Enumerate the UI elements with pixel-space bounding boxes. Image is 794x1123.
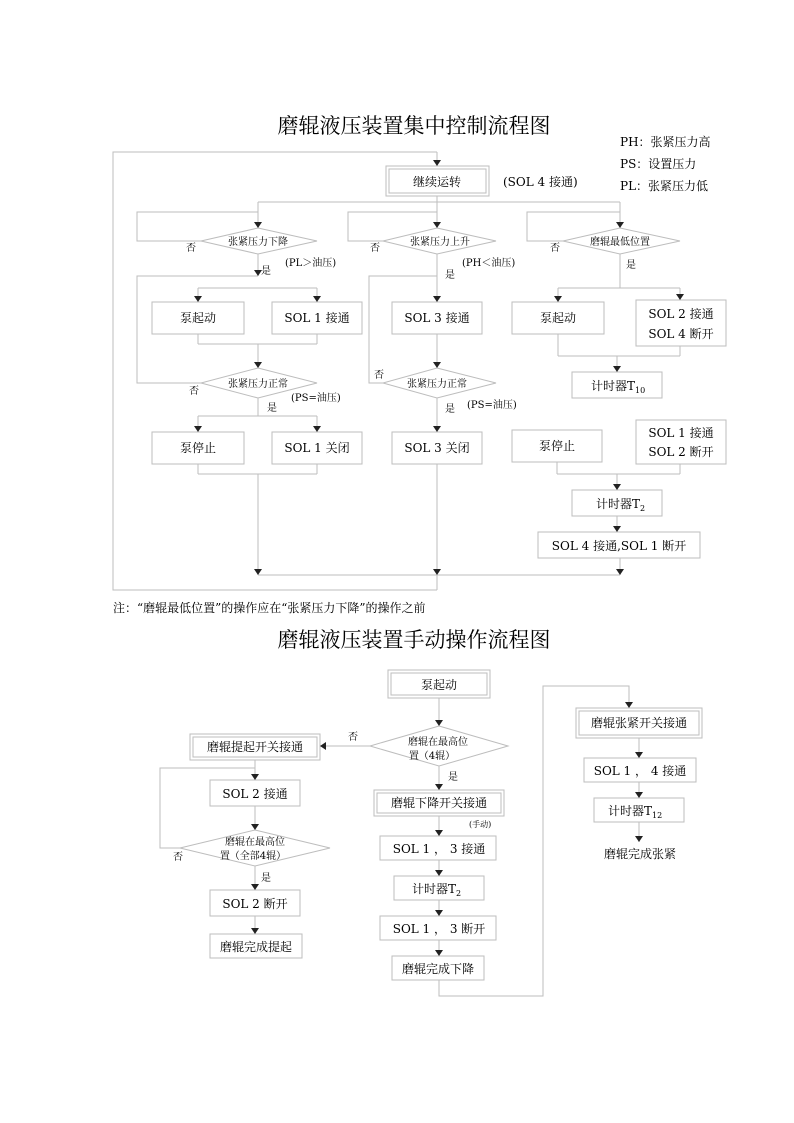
- condition-label: (PH＜油压): [462, 258, 516, 269]
- sol3-close-label: SOL 3 关闭: [404, 441, 470, 455]
- decision-line2: 置（全部4辊）: [219, 851, 287, 862]
- branch-a: [137, 212, 362, 575]
- yes-label: 是: [448, 772, 458, 783]
- yes-label: 是: [261, 266, 271, 277]
- pump-start-box: [388, 670, 490, 698]
- timer-t2-label: 计时器$T_2$: [412, 882, 462, 898]
- sol2-on-label: SOL 2 接通: [648, 307, 714, 321]
- tension-switch-label: 磨辊张紧开关接通: [590, 716, 688, 730]
- yes-label: 是: [261, 873, 271, 884]
- sol13-off-label: SOL 1 ， 3 断开: [392, 922, 486, 936]
- timer-t2-label: 计时器$T_2$: [596, 497, 646, 513]
- pump-start-label: 泵起动: [420, 678, 458, 692]
- no-label: 否: [374, 370, 384, 381]
- footnote: 注：“磨辊最低位置”的操作应在“张紧压力下降”的操作之前: [113, 601, 426, 615]
- sol1-on-label: SOL 1 接通: [648, 426, 714, 440]
- legend-ph: PH：张紧压力高: [620, 135, 711, 149]
- no-label: 否: [186, 243, 196, 254]
- pump-start-label: 泵起动: [179, 311, 217, 325]
- lower-done-label: 磨辊完成下降: [401, 962, 475, 976]
- yes-label: 是: [445, 404, 455, 415]
- sol4-off-label: SOL 4 断开: [648, 327, 714, 341]
- no-label: 否: [173, 852, 183, 863]
- sol2-off-label: SOL 2 断开: [648, 445, 714, 459]
- left-column: [160, 734, 370, 958]
- decision-line1: 磨辊在最高位: [225, 837, 285, 848]
- pump-stop-label: 泵停止: [538, 439, 576, 453]
- legend-pl: PL：张紧压力低: [620, 179, 709, 193]
- sol2-off-label: SOL 2 断开: [222, 897, 288, 911]
- legend: [620, 134, 711, 193]
- sol1-on-label: SOL 1 接通: [284, 311, 350, 325]
- condition-label: (PS=油压): [291, 393, 341, 404]
- decision-lowest-position-label: 磨辊最低位置: [590, 237, 650, 248]
- decision-pressure-rise-label: 张紧压力上升: [410, 237, 470, 248]
- condition-label: (PS=油压): [467, 400, 517, 411]
- raise-done-label: 磨辊完成提起: [219, 940, 293, 954]
- lower-switch-label: 磨辊下降开关接通: [390, 796, 488, 810]
- no-label: 否: [370, 243, 380, 254]
- timer-t12-label: 计时器$T_{12}$: [608, 804, 663, 820]
- continue-running-box: [386, 166, 489, 196]
- no-label: 否: [550, 243, 560, 254]
- yes-label: 是: [267, 403, 277, 414]
- no-label: 否: [348, 732, 358, 743]
- pump-start-label: 泵起动: [539, 311, 577, 325]
- yes-label: 是: [445, 270, 455, 281]
- continue-running-label: 继续运转: [412, 175, 462, 189]
- manual-note: (手动): [469, 820, 492, 829]
- tension-done-label: 磨辊完成张紧: [603, 847, 677, 861]
- legend-ps: PS：设置压力: [620, 157, 697, 171]
- sol14-on-label: SOL 1 ， 4 接通: [593, 764, 687, 778]
- decision-line1: 磨辊在最高位: [408, 737, 468, 748]
- no-label: 否: [189, 386, 199, 397]
- decision-pressure-normal-label: 张紧压力正常: [407, 379, 467, 390]
- sol3-on-label: SOL 3 接通: [404, 311, 470, 325]
- sol4-on-note: (SOL 4 接通): [503, 175, 578, 189]
- sol2-on-label: SOL 2 接通: [222, 787, 288, 801]
- sol1-close-label: SOL 1 关闭: [284, 441, 350, 455]
- diagram2-title: 磨辊液压装置手动操作流程图: [277, 628, 551, 652]
- branch-b: [348, 212, 517, 575]
- pump-stop-label: 泵停止: [179, 441, 217, 455]
- timer-t10-label: 计时器$T_{10}$: [591, 379, 646, 395]
- sol13-on-label: SOL 1 ， 3 接通: [392, 842, 486, 856]
- loop-lines: [113, 152, 620, 590]
- condition-label: (PL＞油压): [285, 258, 337, 269]
- diagram1-title: 磨辊液压装置集中控制流程图: [277, 114, 551, 138]
- sol4-on-sol1-off-label: SOL 4 接通,SOL 1 断开: [551, 539, 687, 553]
- raise-switch-label: 磨辊提起开关接通: [206, 740, 304, 754]
- decision-pressure-drop-label: 张紧压力下降: [228, 237, 288, 248]
- branch-c: [512, 212, 726, 575]
- yes-label: 是: [626, 260, 636, 271]
- decision-line2: 置（4辊）: [408, 751, 456, 762]
- decision-pressure-normal-label: 张紧压力正常: [228, 379, 288, 390]
